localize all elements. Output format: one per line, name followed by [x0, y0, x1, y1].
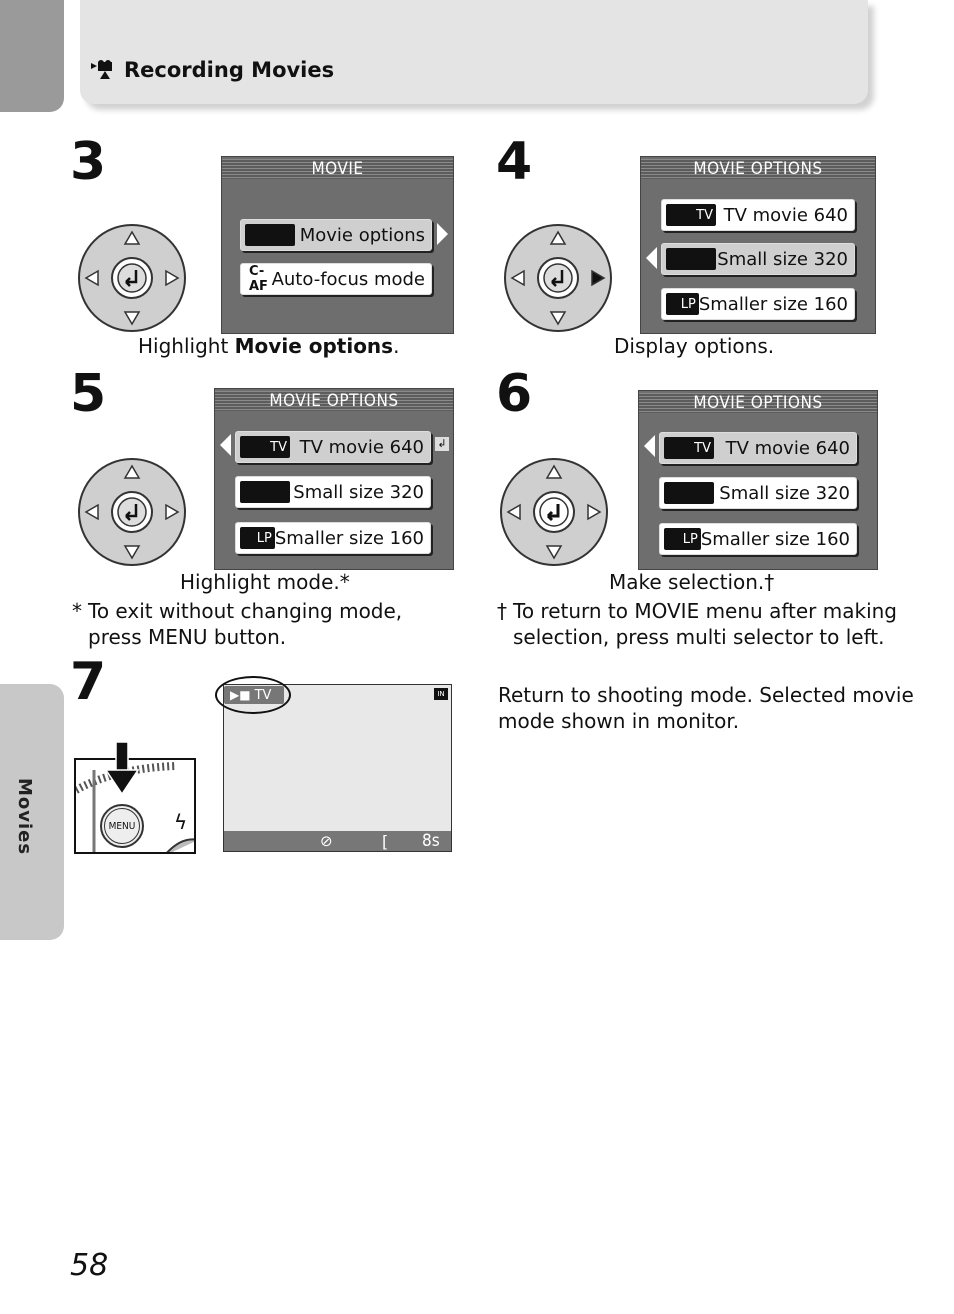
arrow-left-icon — [646, 247, 657, 269]
screen-title: MOVIE OPTIONS — [641, 159, 875, 179]
press-arrow-icon — [104, 742, 140, 796]
internal-memory-icon: IN — [434, 688, 448, 700]
step-number-4: 4 — [496, 132, 533, 192]
movie-camera-icon — [90, 60, 118, 80]
screen-title: MOVIE OPTIONS — [215, 391, 453, 411]
movie-camera-icon: LP — [664, 528, 701, 550]
movie-camera-icon: TV — [240, 436, 290, 458]
multi-selector-icon — [76, 222, 188, 334]
enter-icon: ↲ — [435, 437, 449, 451]
side-tab-label: Movies — [14, 778, 35, 856]
step-5-caption: Highlight mode.* — [180, 570, 350, 594]
footnote-star-mark: * — [72, 599, 82, 623]
menu-item-auto-focus-mode[interactable]: C-AF Auto-focus mode — [240, 263, 432, 295]
multi-selector-icon — [498, 456, 610, 568]
page-title — [90, 58, 334, 82]
camera-screen-movie-options — [640, 156, 876, 334]
menu-item-tv-movie-640[interactable]: TV TV movie 640 — [235, 431, 431, 463]
movie-camera-icon — [666, 248, 716, 270]
monitor-status-bar — [224, 831, 451, 851]
movie-camera-icon: TV — [664, 437, 714, 459]
movie-camera-icon: LP — [666, 293, 699, 315]
menu-button[interactable] — [100, 804, 144, 848]
chapter-tab-top — [0, 0, 64, 112]
menu-item-tv-movie-640[interactable]: TV TV movie 640 — [659, 432, 857, 464]
step-number-5: 5 — [70, 364, 107, 424]
screen-title: MOVIE OPTIONS — [639, 393, 877, 413]
movie-camera-icon — [245, 224, 295, 246]
menu-item-smaller-size-160[interactable]: LP Smaller size 160 — [235, 522, 431, 554]
footnote-dagger-line-1: To return to MOVIE menu after making — [513, 599, 897, 623]
menu-item-smaller-size-160[interactable]: LP Smaller size 160 — [659, 523, 857, 555]
menu-item-small-size-320[interactable]: Small size 320 — [235, 476, 431, 508]
menu-item-movie-options[interactable]: Movie options — [240, 219, 432, 251]
movie-camera-icon — [240, 481, 290, 503]
menu-item-small-size-320[interactable]: Small size 320 — [659, 477, 857, 509]
camera-screen-movie-menu — [221, 156, 454, 334]
step-4-caption: Display options. — [614, 334, 775, 358]
page-number: 58 — [70, 1248, 109, 1283]
page-title-text: Recording Movies — [124, 58, 335, 82]
movie-mode-label: TV — [254, 687, 272, 703]
movie-camera-icon — [664, 482, 714, 504]
remaining-time: 8s — [422, 831, 440, 851]
step-3-caption: Highlight Movie options. — [138, 334, 400, 358]
footnote-star-line-1: To exit without changing mode, — [88, 599, 403, 623]
menu-item-smaller-size-160[interactable]: LP Smaller size 160 — [661, 288, 855, 320]
arrow-right-icon — [437, 223, 448, 245]
caf-icon: C-AF — [245, 268, 272, 290]
step-7-description-line-1: Return to shooting mode. Selected movie — [498, 683, 914, 707]
camera-screen-movie-options — [214, 388, 454, 570]
step-6-caption: Make selection.† — [609, 570, 775, 594]
movie-mode-indicator — [224, 686, 284, 704]
menu-button-label: MENU — [104, 808, 140, 844]
arrow-left-icon — [220, 434, 231, 456]
multi-selector-icon — [502, 222, 614, 334]
flash-off-icon: ⊘ — [320, 832, 333, 850]
movie-camera-icon: LP — [240, 527, 275, 549]
flash-icon: ϟ — [174, 810, 188, 834]
step-number-7: 7 — [70, 652, 107, 712]
multi-selector-icon — [76, 456, 188, 568]
header-banner — [80, 0, 868, 104]
step-7-description-line-2: mode shown in monitor. — [498, 709, 740, 733]
step-number-3: 3 — [70, 132, 107, 192]
menu-item-small-size-320[interactable]: Small size 320 — [661, 243, 855, 275]
footnote-star-line-2: press MENU button. — [88, 625, 287, 649]
step-number-6: 6 — [496, 364, 533, 424]
footnote-dagger-mark: † — [497, 599, 507, 623]
footnote-dagger-line-2: selection, press multi selector to left. — [513, 625, 885, 649]
movie-camera-icon: TV — [666, 204, 716, 226]
camera-screen-movie-options — [638, 390, 878, 570]
bracket-left-icon: [ — [382, 832, 389, 851]
movie-camera-icon: ▶■ — [230, 688, 251, 702]
menu-item-tv-movie-640[interactable]: TV TV movie 640 — [661, 199, 855, 231]
arrow-left-icon — [644, 435, 655, 457]
screen-title: MOVIE — [222, 159, 453, 179]
